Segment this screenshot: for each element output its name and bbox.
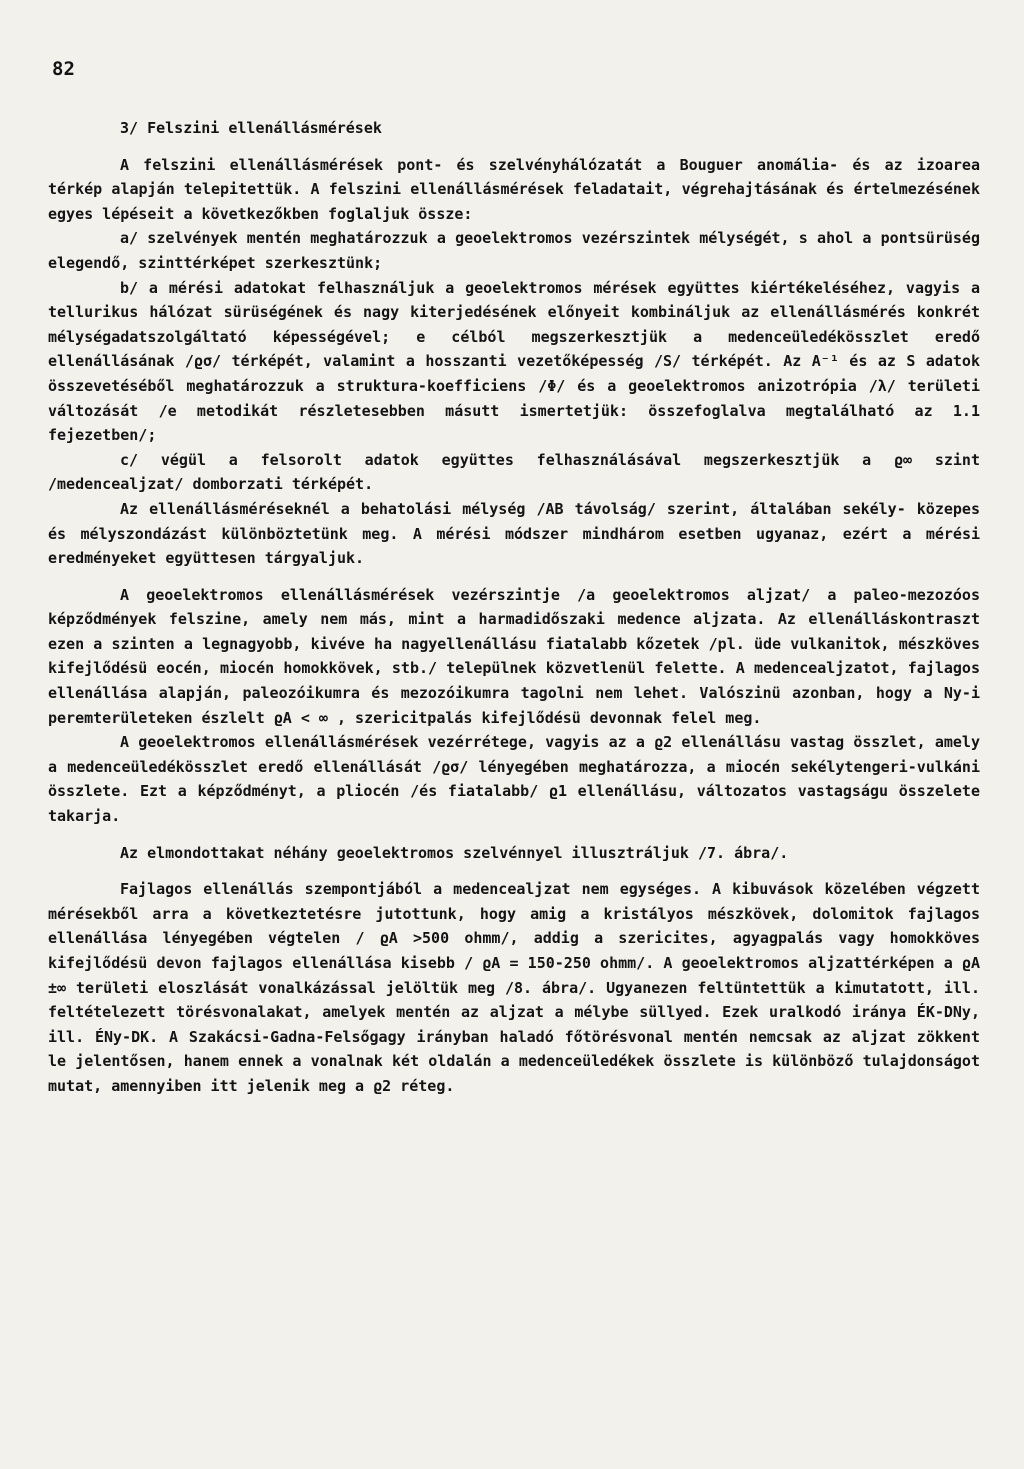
paragraph-penetration-depth: Az ellenállásméréseknél a behatolási mélység /AB távolság/ szerint, általában sekély- közepes és mélyszondázást különböztetünk meg. A mérési módszer mindhárom esetben ugyanaz, ezért a mérési eredményeket együttesen tárgyaljuk. (48, 499, 980, 568)
paragraph-resistivity: Fajlagos ellenállás szempontjából a medencealjzat nem egységes. A kibuvások közelében végzett mérésekből arra a következtetésre jutottunk, hogy amig a kristályos mészkövek, dolomitok fajlagos ellenállása lényegében végtelen / ϱA >500 ohmm/, addig a szericites, agyagpalás vagy homokköves kifejlődésü devon fajlagos ellenállása kisebb / ϱA = 150-250 ohmm/. A geoelektromos aljzattérképen a ϱA ±∞ területi eloszlását vonalkázással jelöltük meg /8. ábra/. Ugyanezen feltüntettük a kimutatott, ill. feltételezett törésvonalakat, amelyek mentén az aljzat a mélybe süllyed. Ezek uralkodó iránya ÉK-DNy, ill. ÉNy-DK. A Szakácsi-Gadna-Felsőgagy irányban haladó főtörésvonal mentén nemcsak az aljzat zökkent le jelentősen, hanem ennek a vonalnak két oldalán a medenceüledékek összlete is különböző tulajdonságot mutat, amennyiben itt jelenik meg a ϱ2 réteg. (48, 880, 980, 1095)
page-number: 82 (52, 58, 75, 80)
paragraph-intro: A felszini ellenállásmérések pont- és szelvényhálózatát a Bouguer anomália- és az izoarea térkép alapján telepitettük. A felszini ellenállásmérések feladatait, végrehajtásának és értelmezésének egyes lépéseit a következőkben foglaljuk össze: (48, 155, 980, 223)
body-text (48, 116, 980, 1099)
paragraph-figure-reference: Az elmondottakat néhány geoelektromos szelvénnyel illusztráljuk /7. ábra/. (120, 843, 789, 862)
paragraph-key-level: A geoelektromos ellenállásmérések vezérszintje /a geoelektromos aljzat/ a paleo-mezozóos képződmények felszine, amely nem más, mint a harmadidőszaki medence aljzata. Az ellenálláskontraszt ezen a szinten a legnagyobb, kivéve ha nagyellenállásu fiatalabb kőzetek /pl. üde vulkanitok, mészköves kifejlődésü eocén, miocén homokkövek, stb./ települnek közvetlenül felette. A medencealjzatot, fajlagos ellenállása alapján, paleozóikumra és mezozóikumra tagolni nem lehet. Valószinü azonban, hogy a Ny-i peremterületeken észlelt ϱA < ∞ , szericitpalás kifejlődésü devonnak felel meg. (48, 585, 980, 727)
paragraph-item-c: c/ végül a felsorolt adatok együttes felhasználásával megszerkesztjük a ϱ∞ szint /medencealjzat/ domborzati térképét. (48, 450, 980, 494)
paragraph-item-b: b/ a mérési adatokat felhasználjuk a geoelektromos mérések együttes kiértékeléséhez, vagyis a tellurikus hálózat sürüségének és nagy kiterjedésének előnyeit kombináljuk az ellenállásmérés konkrét mélységadatszolgáltató képességével; e célból megszerkesztjük a medenceüledékösszlet eredő ellenállásának /ϱσ/ térképét, valamint a hosszanti vezetőképesség /S/ térképét. Az A⁻¹ és az S adatok összevetéséből meghatározzuk a struktura-koefficiens /Φ/ és a geoelektromos anizotrópia /λ/ területi változását /e metodikát részletesebben másutt ismertetjük: összefoglalva megtalálható az 1.1 fejezetben/; (48, 278, 980, 445)
section-heading: 3/ Felszini ellenállásmérések (120, 119, 382, 137)
paragraph-key-layer: A geoelektromos ellenállásmérések vezérrétege, vagyis az a ϱ2 ellenállásu vastag összlet, amely a medenceüledékösszlet eredő ellenállását /ϱσ/ lényegében meghatározza, a miocén sekélytengeri-vulkáni összlete. Ezt a képződményt, a pliocén /és fiatalabb/ ϱ1 ellenállásu, változatos vastagságu összelete takarja. (48, 733, 980, 826)
paragraph-item-a: a/ szelvények mentén meghatározzuk a geoelektromos vezérszintek mélységét, s ahol a pontsürüség elegendő, szinttérképet szerkesztünk; (48, 229, 980, 272)
